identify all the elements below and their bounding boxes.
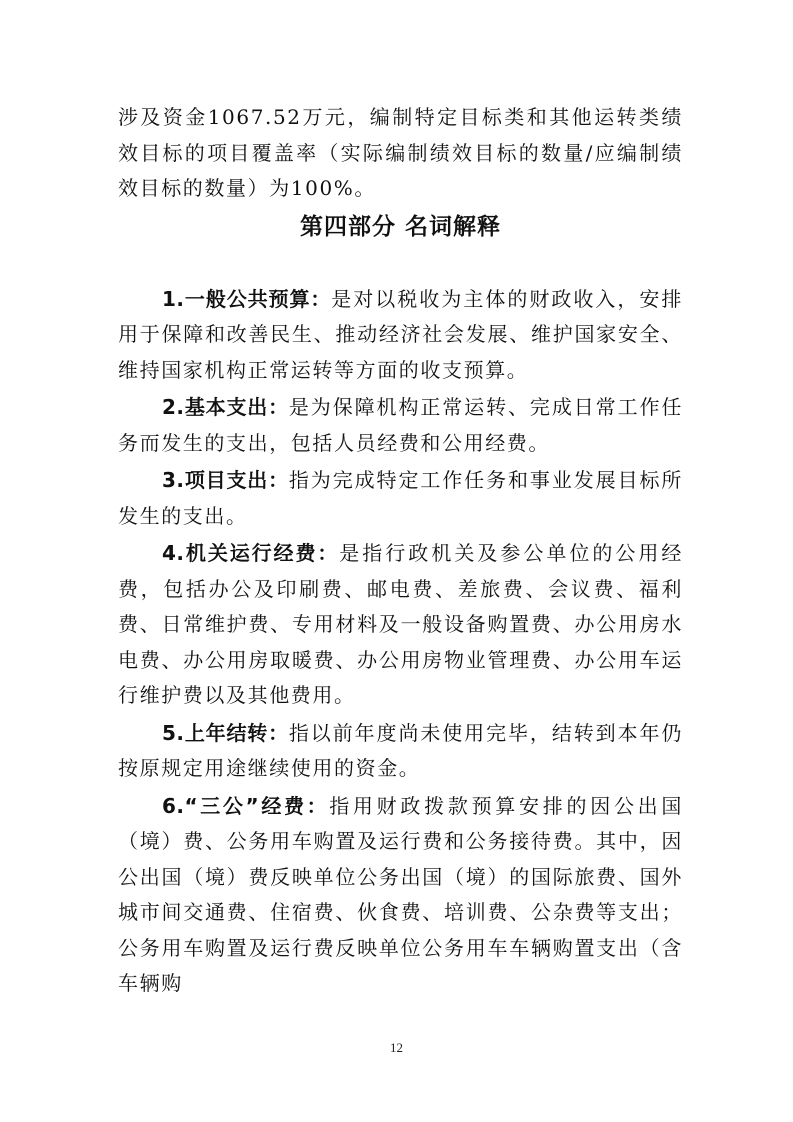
definition-term: 3.项目支出： [162, 468, 289, 492]
definition-text: 指为完成特定工作任务和事业发展目标所发生的支出。 [118, 468, 683, 528]
definition-term: 5.上年结转： [162, 720, 289, 745]
definition-text: 是为保障机构正常运转、完成日常工作任务而发生的支出，包括人员经费和公用经费。 [118, 395, 683, 455]
definition-term: 6.“三公”经费： [162, 793, 330, 818]
definition-item [118, 716, 683, 787]
definition-item [118, 463, 683, 534]
definition-term: 2.基本支出： [162, 395, 289, 419]
definition-text: 指用财政拨款预算安排的因公出国（境）费、公务用车购置及运行费和公务接待费。其中，因公出国（境）费反映单位公务出国（境）的国际旅费、国外城市间交通费、住宿费、伙食费、培训费、公杂费等支出；公务用车购置及运行费反映单位公务用车车辆购置支出（含车辆购 [118, 793, 683, 995]
definition-item [118, 390, 683, 461]
definition-item [118, 536, 683, 714]
definition-term: 4.机关运行经费： [162, 541, 340, 565]
definition-text: 指以前年度尚未使用完毕，结转到本年仍按原规定用途继续使用的资金。 [118, 720, 683, 780]
intro-paragraph: 涉及资金1067.52万元，编制特定目标类和其他运转类绩效目标的项目覆盖率（实际编制绩效目标的数量/应编制绩效目标的数量）为100%。 [118, 105, 683, 200]
definition-text: 是指行政机关及参公单位的公用经费，包括办公及印刷费、邮电费、差旅费、会议费、福利费、日常维护费、专用材料及一般设备购置费、办公用房水电费、办公用房取暖费、办公用房物业管理费、办公用车运行维护费以及其他费用。 [118, 541, 683, 707]
page-number: 12 [390, 1040, 403, 1055]
definition-text: 是对以税收为主体的财政收入，安排用于保障和改善民生、推动经济社会发展、维护国家安全、维持国家机构正常运转等方面的收支预算。 [118, 286, 683, 382]
definition-term: 1.一般公共预算： [162, 286, 332, 311]
definition-item [118, 282, 683, 389]
definition-item [118, 789, 683, 1002]
section-title: 第四部分 名词解释 [299, 213, 501, 240]
page-content [118, 100, 683, 1004]
